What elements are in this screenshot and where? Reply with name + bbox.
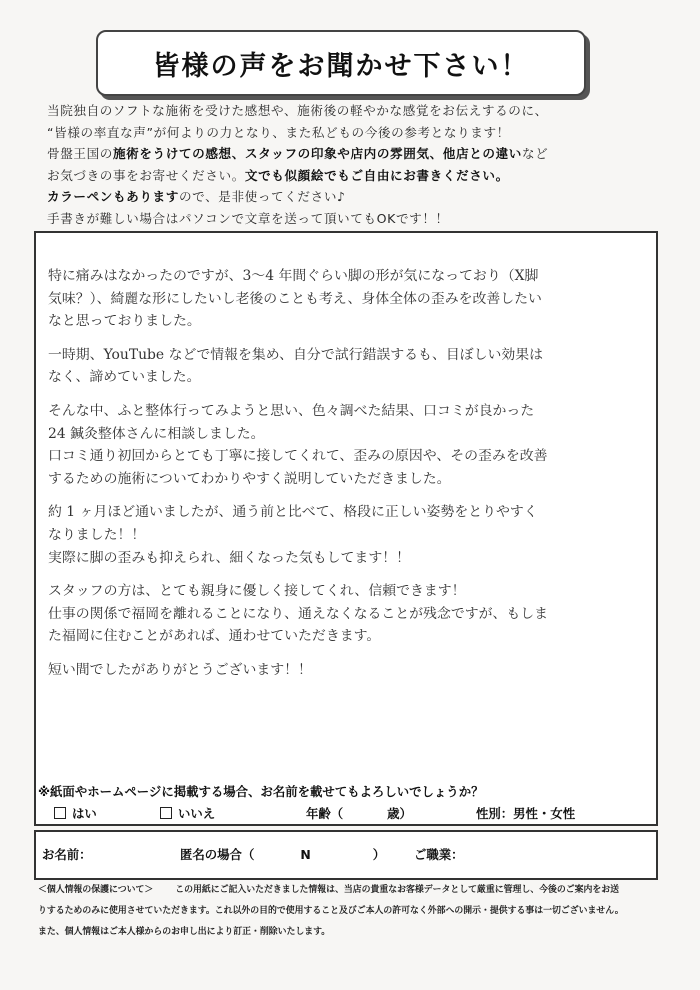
privacy-text: この用紙にご記入いただきました情報は、当店の貴重なお客様データとして厳重に管理し、今後のご案内をお送 [175,885,619,895]
paragraph [48,659,638,682]
intro-line: 手書きが難しい場合はパソコンで文章を送って頂いてもOKです！！ [47,210,449,226]
anonymous-value: N [300,847,311,862]
intro-line: “皆様の率直な声”が何よりの力となり、また私どもの今後の参考となります！ [47,124,510,140]
text-line: 実際に脚の歪みも抑えられ、細くなった気もしてます！！ [48,549,410,566]
privacy-line: りするためのみに使用させていただきます。これ以外の目的で使用すること及びご本人の許可なく外部への開示・提供する事は一切ございません。 [38,906,624,916]
intro-line [47,165,667,187]
text-line: なりました！！ [48,526,146,543]
paragraph [48,400,638,490]
consent-yes-label: はい [72,806,97,821]
text-line: 一時期、YouTube などで情報を集め、自分で試行錯誤するも、目ぼしい効果は [48,346,544,363]
paragraph [48,580,638,648]
intro-text-part: ので、是非使ってください♪ [178,189,346,204]
text-line: 24 鍼灸整体さんに相談しました。 [48,425,265,442]
text-line: なく、諦めていました。 [48,369,201,386]
name-label: お名前： [42,847,92,862]
text-line: スタッフの方は、とても親身に優しく接してくれ、信頼できます！ [48,583,466,600]
text-line: 口コミ通り初回からとても丁寧に接してくれて、歪みの原因や、その歪みを改善 [48,448,548,465]
intro-emphasis: 施術をうけての感想、スタッフの印象や店内の雰囲気、他店との違い [112,146,522,161]
consent-question: ※紙面やホームページに掲載する場合、お名前を載せてもよろしいでしょうか？ [38,784,484,799]
anonymous-close: ） [372,847,386,862]
text-line: た福岡に住むことがあれば、通わせていただきます。 [48,628,381,645]
intro-text-part: など [521,146,549,161]
intro-text-part: 骨盤王国の [47,146,113,161]
privacy-line: また、個人情報はご本人様からのお申し出により訂正・削除いたします。 [38,927,331,937]
text-line: 仕事の関係で福岡を離れることになり、通えなくなることが残念ですが、もしま [48,605,549,622]
text-line: するための施術についてわかりやすく説明していただきました。 [48,470,451,487]
privacy-heading: ＜個人情報の保護について＞ [38,885,154,895]
checkbox-icon[interactable] [160,807,172,819]
intro-text-part: お気づきの事をお寄せください。 [47,167,245,183]
intro-text [47,100,667,229]
text-line: 短い間でしたがありがとうございます！！ [48,661,312,678]
consent-no-label: いいえ [178,806,216,821]
checkbox-icon[interactable] [54,807,66,819]
anonymous-field[interactable] [180,845,385,863]
text-line: そんな中、ふと整体行ってみようと思い、色々調べた結果、口コミが良かった [48,402,535,419]
occupation-label: ご職業： [414,847,464,862]
privacy-notice [38,880,678,943]
text-line: なと思っておりました。 [48,313,201,330]
age-field[interactable] [306,804,412,822]
consent-yes-option[interactable] [54,804,97,822]
paragraph [48,344,638,389]
age-suffix: 歳） [387,806,412,821]
intro-line [47,143,667,165]
title-box [96,30,586,96]
intro-emphasis: 文でも似顔絵でもご自由にお書きください。 [244,167,509,183]
anonymous-label: 匿名の場合（ [180,847,255,862]
text-line: 約 1 ヶ月ほど通いましたが、通う前と比べて、格段に正しい姿勢をとりやすく [48,504,538,521]
text-line: 気味？）、綺麗な形にしたいし老後のことも考え、身体全体の歪みを改善したい [48,290,542,307]
consent-no-option[interactable] [160,804,215,822]
gender-field[interactable]: 性別：男性・女性 [476,806,576,821]
intro-emphasis: カラーペンもあります [47,189,179,204]
paragraph [48,501,638,569]
intro-line: 当院独自のソフトな施術を受けた感想や、施術後の軽やかな感覚をお伝えするのに、 [47,103,548,118]
intro-line [47,186,667,208]
text-line: 特に痛みはなかったのですが、3～4 年間ぐらい脚の形が気になっており（X脚 [48,268,539,284]
testimonial-text [48,265,638,693]
privacy-line [38,880,678,901]
age-label: 年齢（ [306,806,344,821]
page-title: 皆様の声をお聞かせ下さい！ [152,50,530,82]
paragraph [48,265,638,333]
